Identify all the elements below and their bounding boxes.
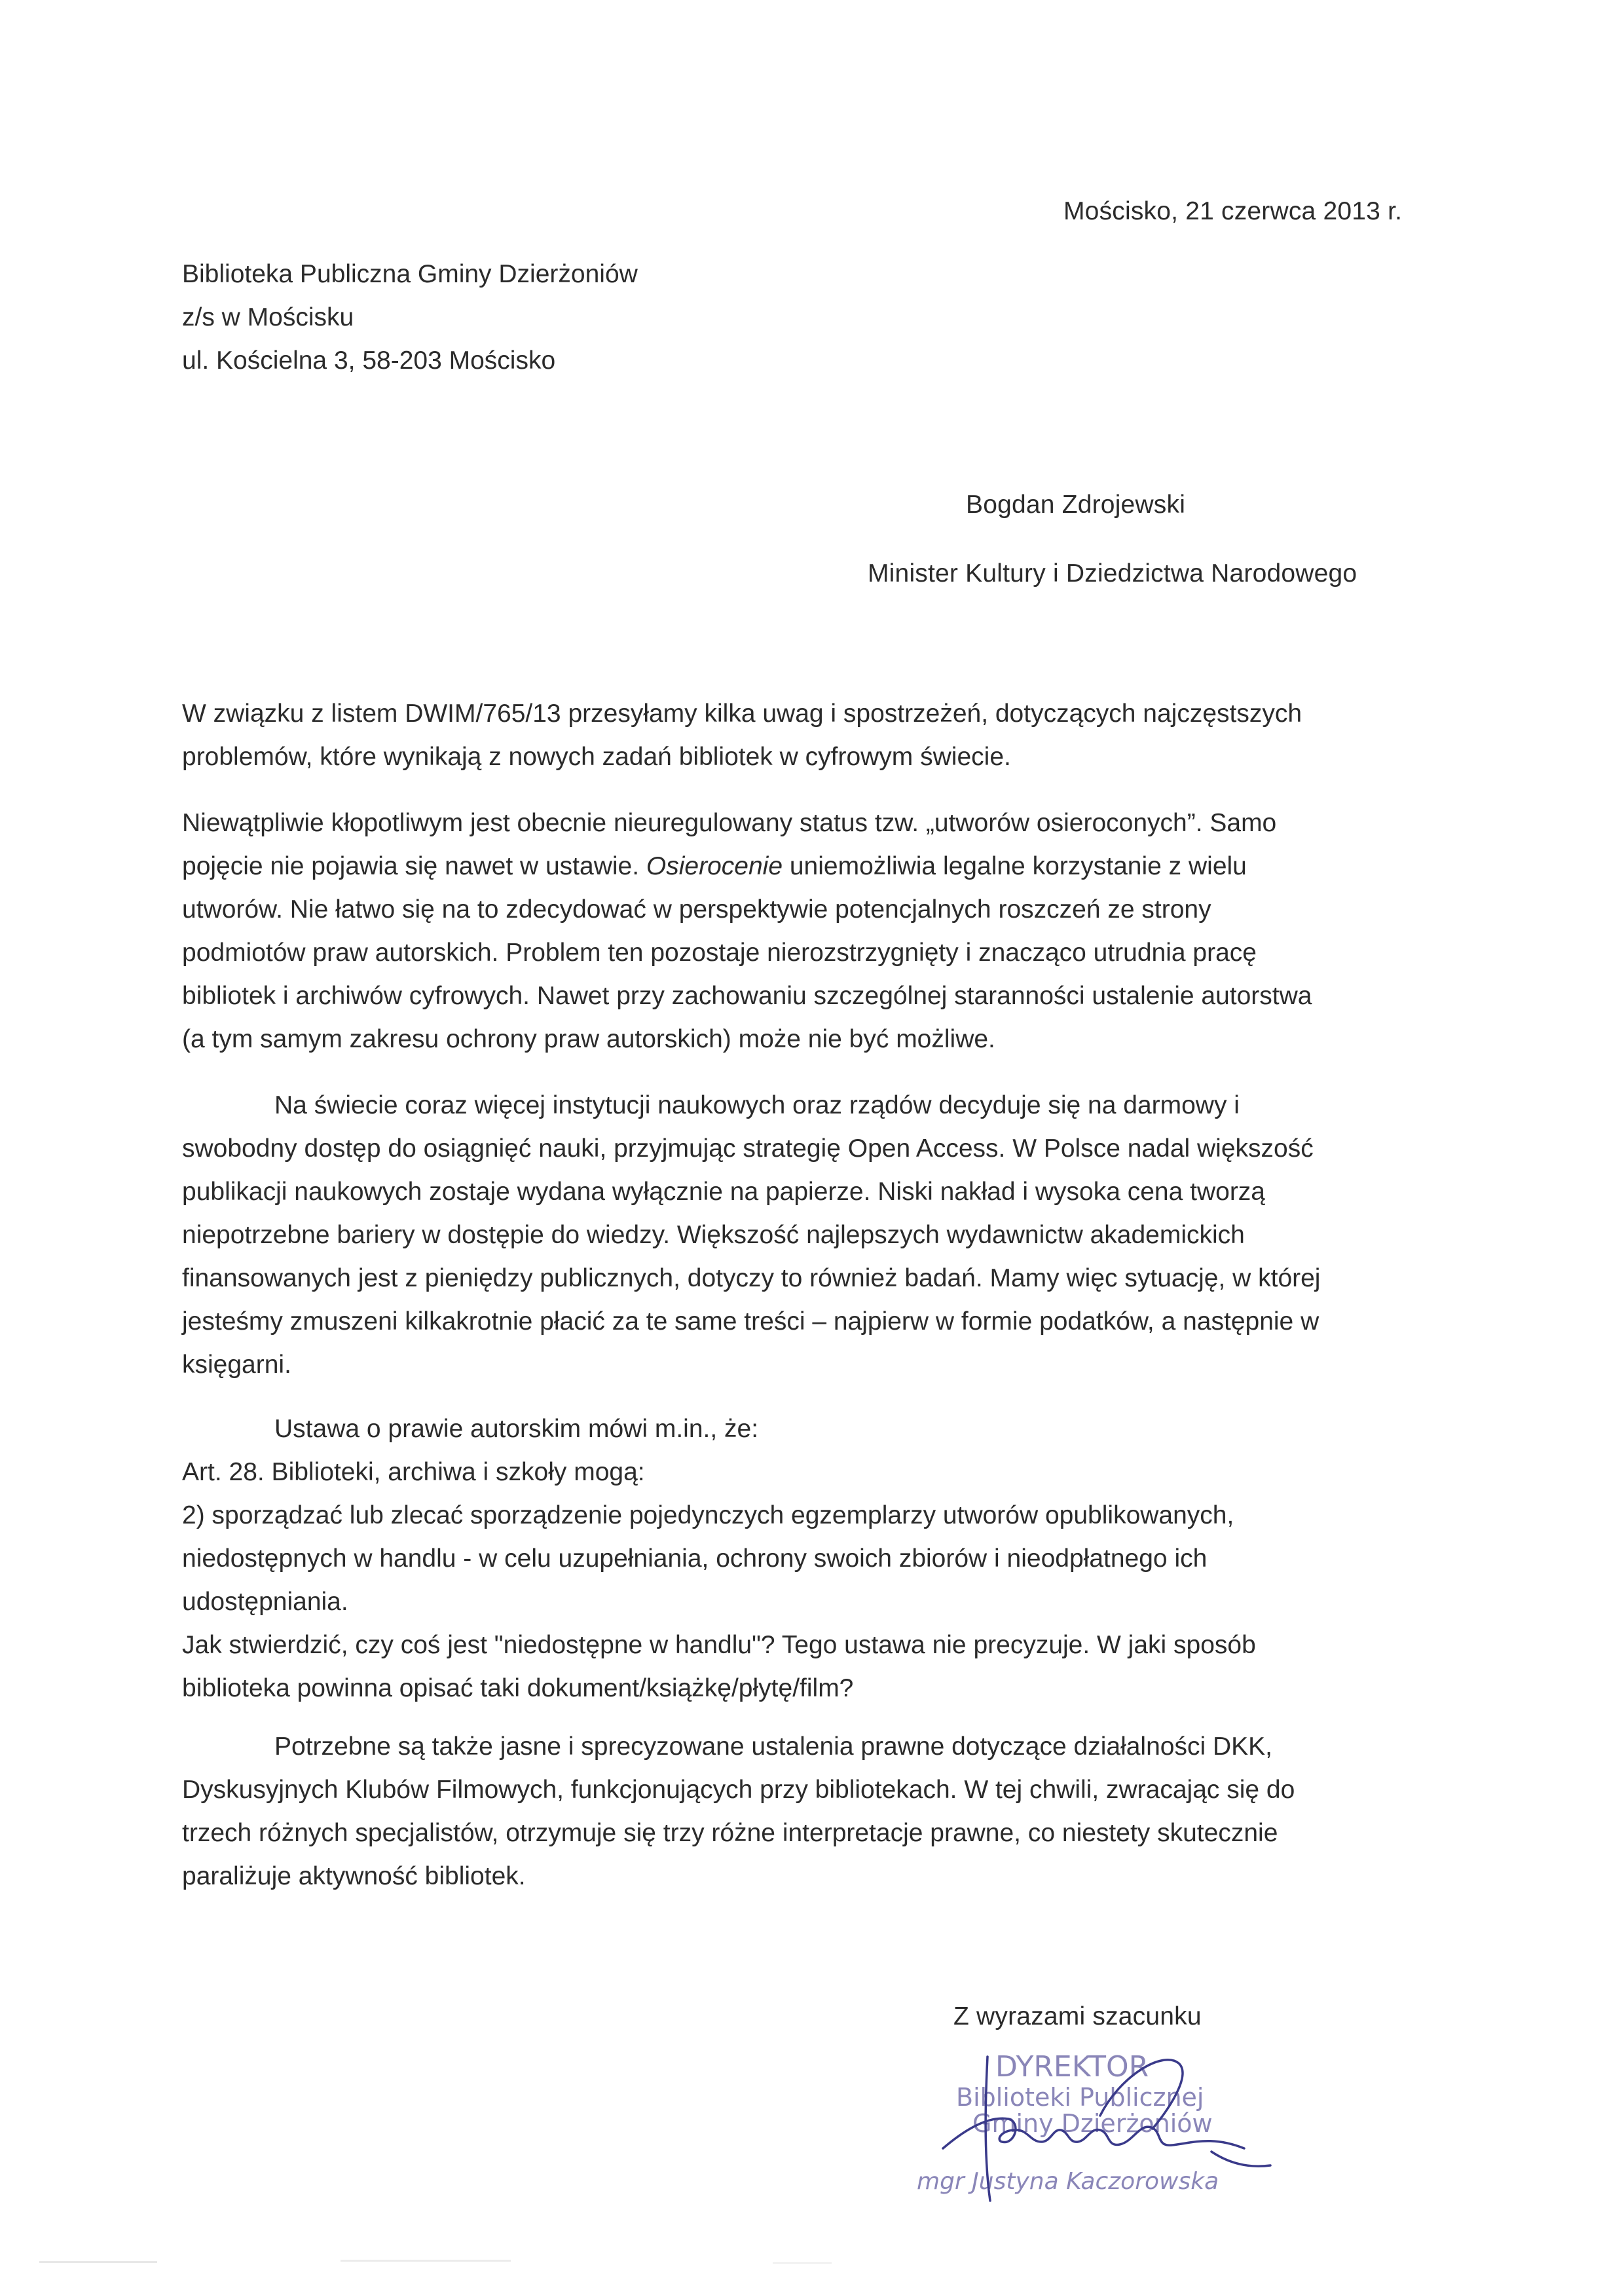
paragraph-line: podmiotów praw autorskich. Problem ten pozostaje nierozstrzygnięty i znacząco utrudnia pracę: [182, 939, 1257, 967]
sender-line: Biblioteka Publiczna Gminy Dzierżoniów: [182, 260, 638, 288]
stamp-line: Biblioteki Publicznej: [956, 2083, 1204, 2112]
paragraph-5: [182, 1725, 1439, 1898]
paragraph-line: 2) sporządzać lub zlecać sporządzenie pojedynczych egzemplarzy utworów opublikowanych,: [182, 1501, 1234, 1529]
paragraph-3: [182, 1084, 1439, 1387]
paragraph-line: Potrzebne są także jasne i sprecyzowane ustalenia prawne dotyczące działalności DKK,: [274, 1732, 1272, 1761]
date-line: Mościsko, 21 czerwca 2013 r.: [1063, 197, 1403, 225]
closing-salutation: Z wyrazami szacunku: [953, 2002, 1202, 2030]
sender-line: ul. Kościelna 3, 58-203 Mościsko: [182, 346, 556, 375]
scan-edge-noise: [0, 2253, 1624, 2273]
paragraph-line: Na świecie coraz więcej instytucji naukowych oraz rządów decyduje się na darmowy i: [274, 1091, 1240, 1119]
paragraph-line: publikacji naukowych zostaje wydana wyłącznie na papierze. Niski nakład i wysoka cena tworzą: [182, 1178, 1265, 1206]
paragraph-1: [182, 692, 1439, 779]
recipient-name: Bogdan Zdrojewski: [966, 491, 1186, 519]
paragraph-line: problemów, które wynikają z nowych zadań bibliotek w cyfrowym świecie.: [182, 743, 1011, 771]
stamp-line: DYREKTOR: [995, 2050, 1149, 2084]
text-run: uniemożliwia legalne korzystanie z wielu: [789, 852, 1247, 880]
paragraph-line: Ustawa o prawie autorskim mówi m.in., że:: [274, 1415, 759, 1443]
sender-address: [182, 253, 1439, 383]
paragraph-line: księgarni.: [182, 1351, 291, 1379]
paragraph-line: (a tym samym zakresu ochrony praw autorskich) może nie być możliwe.: [182, 1025, 995, 1053]
paragraph-2: [182, 802, 1439, 1061]
paragraph-line: udostępniania.: [182, 1588, 348, 1616]
paragraph-line: Niewątpliwie kłopotliwym jest obecnie nieuregulowany status tzw. „utworów osieroconych”. Samo: [182, 809, 1277, 837]
text-run: pojęcie nie pojawia się nawet w ustawie.: [182, 852, 640, 880]
paragraph-line: jesteśmy zmuszeni kilkakrotnie płacić za te same treści – najpierw w formie podatków, a następnie w: [182, 1307, 1320, 1336]
paragraph-line: niepotrzebne bariery w dostępie do wiedzy. Większość najlepszych wydawnictw akademickich: [182, 1221, 1245, 1249]
paragraph-line: trzech różnych specjalistów, otrzymuje się trzy różne interpretacje prawne, co niestety skutecznie: [182, 1819, 1278, 1847]
sender-line: z/s w Mościsku: [182, 303, 354, 331]
stamp-line: Gminy Dzierżoniów: [972, 2109, 1213, 2138]
director-stamp: [904, 2037, 1283, 2207]
paragraph-line: [182, 845, 1439, 888]
paragraph-line: utworów. Nie łatwo się na to zdecydować w perspektywie potencjalnych roszczeń ze strony: [182, 895, 1211, 924]
italic-term: Osierocenie: [646, 852, 783, 880]
paragraph-line: W związku z listem DWIM/765/13 przesyłamy kilka uwag i spostrzeżeń, dotyczących najczęstszych: [182, 700, 1302, 728]
paragraph-line: niedostępnych w handlu - w celu uzupełniania, ochrony swoich zbiorów i nieodpłatnego ich: [182, 1544, 1208, 1573]
paragraph-line: Dyskusyjnych Klubów Filmowych, funkcjonujących przy bibliotekach. W tej chwili, zwracając się do: [182, 1776, 1295, 1804]
paragraph-line: paraliżuje aktywność bibliotek.: [182, 1862, 526, 1890]
paragraph-line: biblioteka powinna opisać taki dokument/książkę/płytę/film?: [182, 1674, 854, 1702]
paragraph-line: swobodny dostęp do osiągnięć nauki, przyjmując strategię Open Access. W Polsce nadal większość: [182, 1134, 1314, 1163]
paragraph-line: finansowanych jest z pieniędzy publicznych, dotyczy to również badań. Mamy więc sytuację, w której: [182, 1264, 1321, 1292]
recipient-title: Minister Kultury i Dziedzictwa Narodowego: [868, 559, 1357, 588]
paragraph-4: [182, 1408, 1439, 1710]
paragraph-line: Jak stwierdzić, czy coś jest "niedostępne w handlu"? Tego ustawa nie precyzuje. W jaki sposób: [182, 1631, 1256, 1659]
paragraph-line: Art. 28. Biblioteki, archiwa i szkoły mogą:: [182, 1458, 645, 1486]
paragraph-line: bibliotek i archiwów cyfrowych. Nawet przy zachowaniu szczególnej staranności ustalenie autorstwa: [182, 982, 1312, 1010]
stamp-line: mgr Justyna Kaczorowska: [917, 2168, 1219, 2195]
